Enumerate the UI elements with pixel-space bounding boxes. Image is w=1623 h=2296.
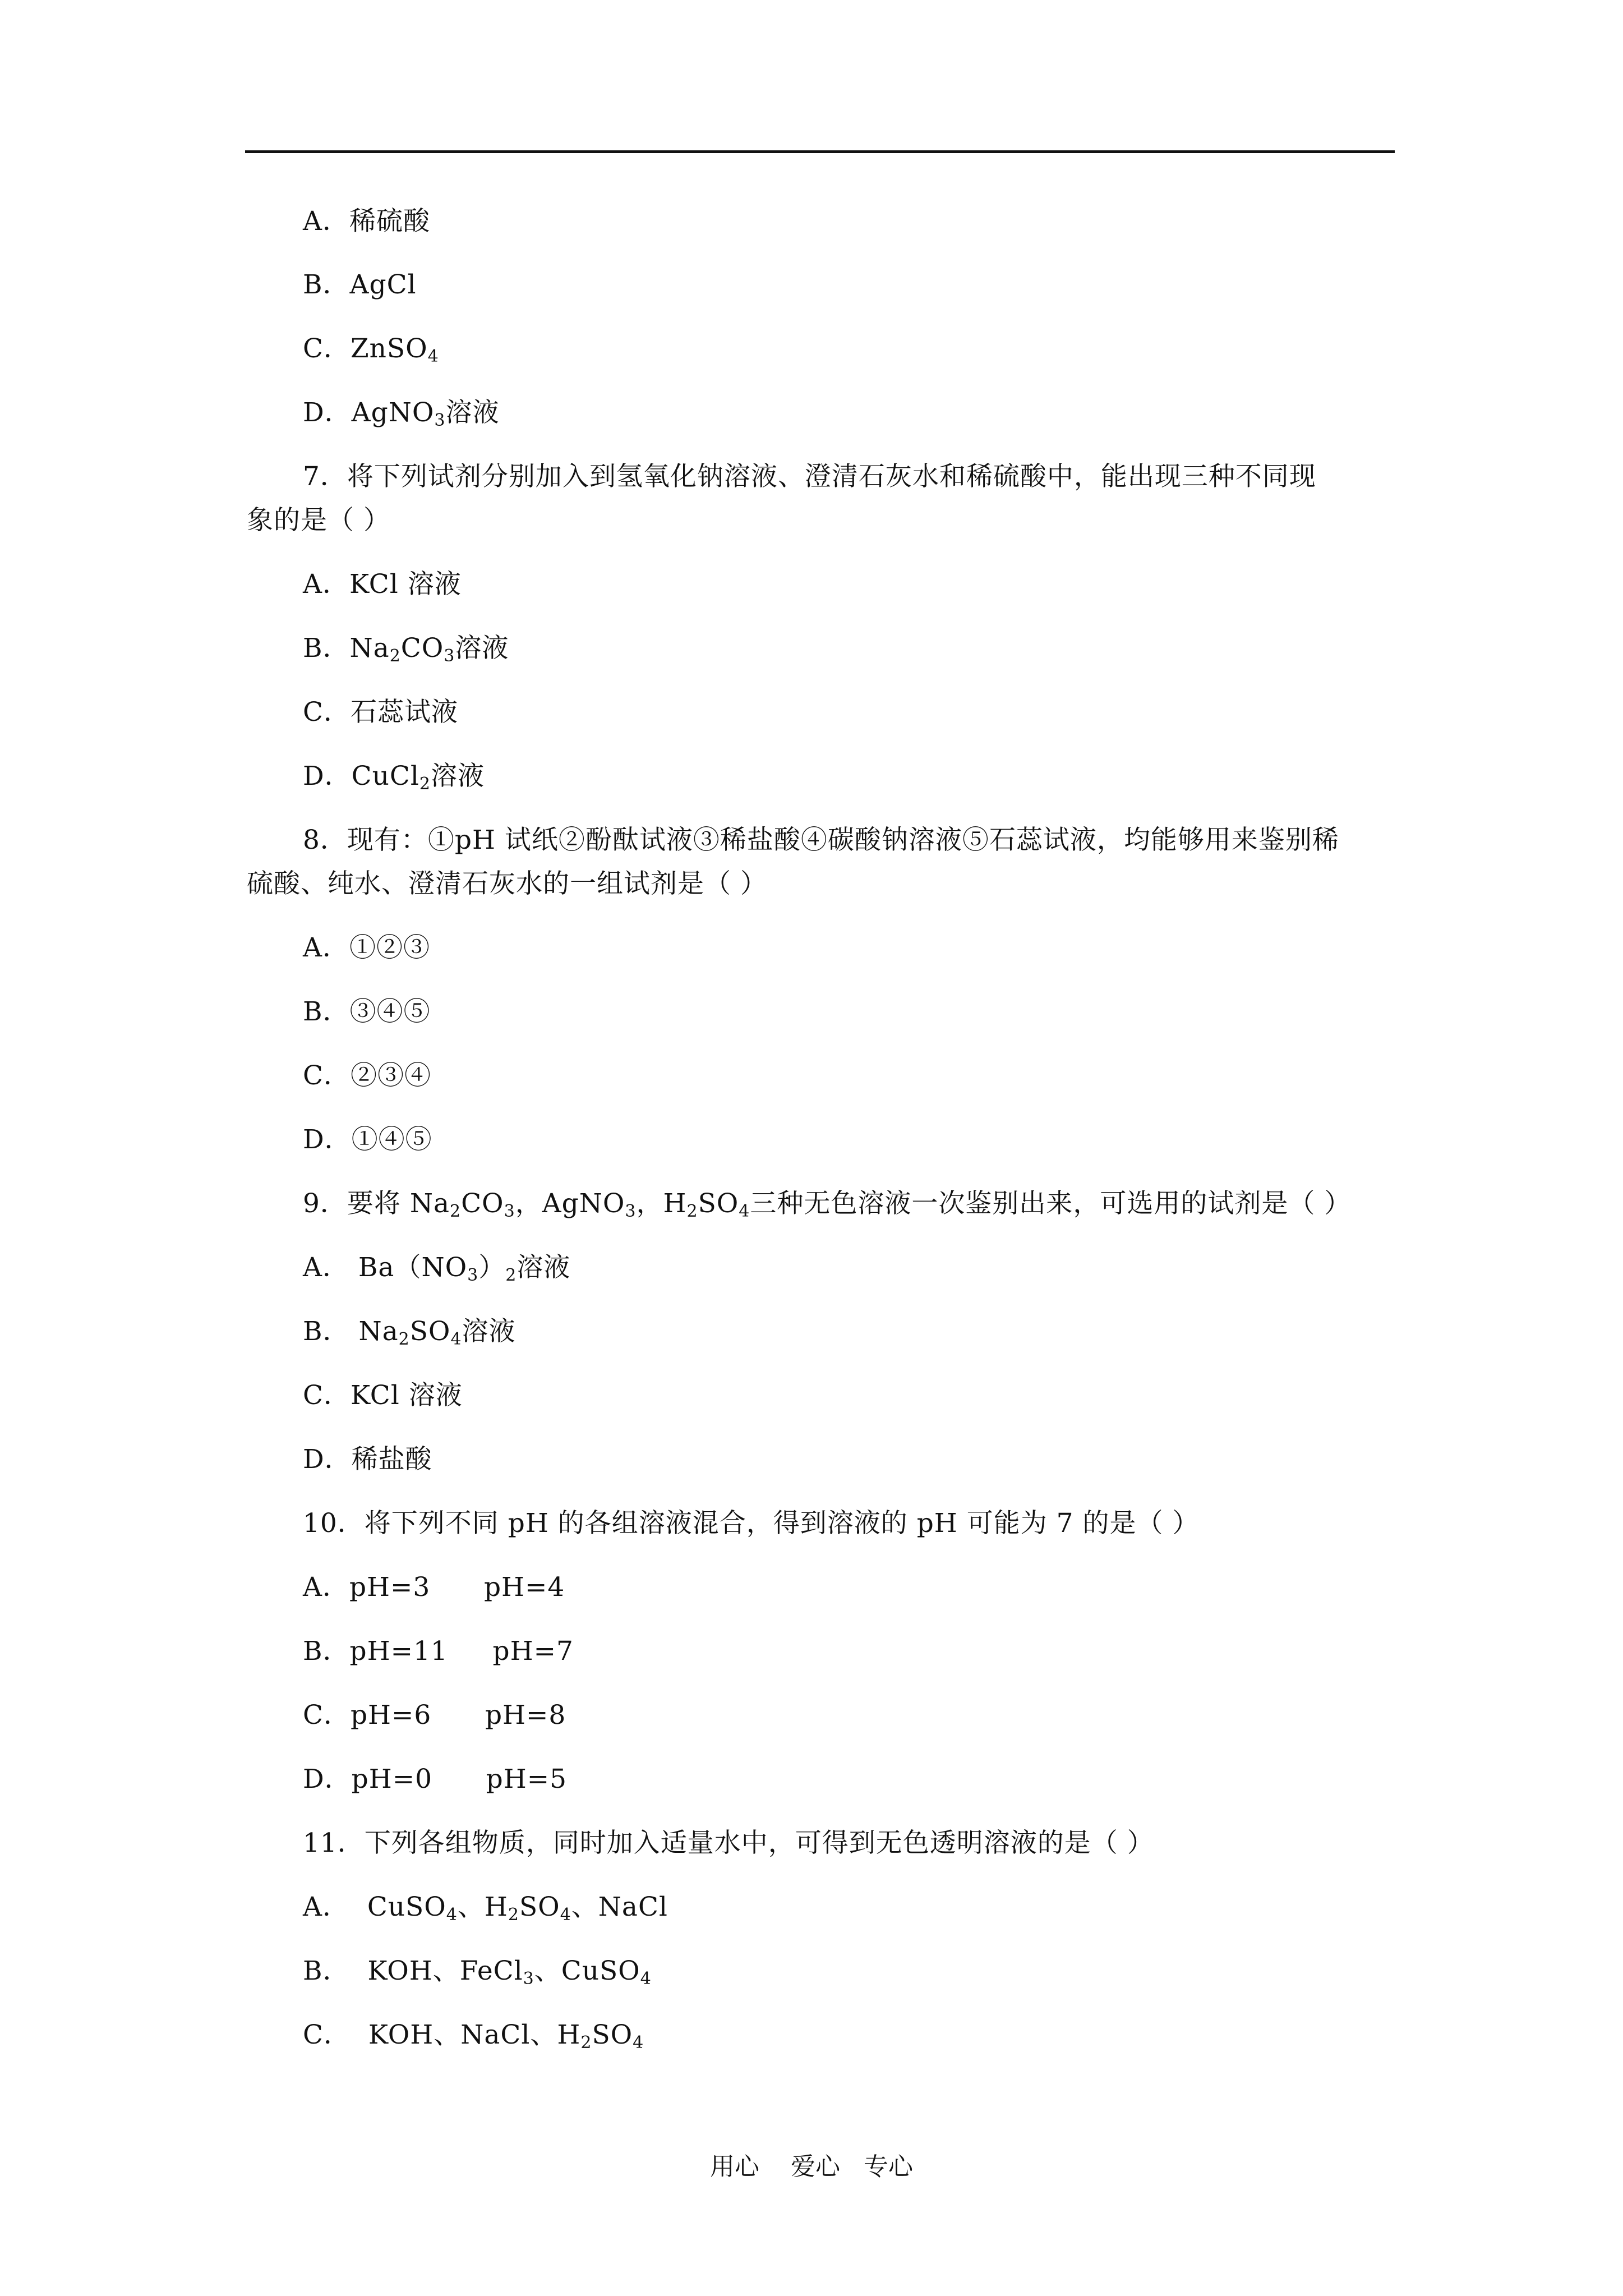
q9-stem: 9．要将 $Na_2CO_3$，AgNO$_3$，$H_2SO_4$三种无色溶液一次鉴别出来，可选用的试剂是（ ）: [303, 1188, 1352, 1221]
q10-option-d: D．pH=0 pH=5: [303, 1764, 568, 1795]
q6-option-c: C．ZnSO$_4$: [303, 333, 439, 366]
q10-stem: 10．将下列不同 pH 的各组溶液混合，得到溶液的 pH 可能为 7 的是（ ）: [303, 1508, 1200, 1539]
q7-option-a: A．KCl 溶液: [303, 569, 462, 600]
q6-option-a: A．稀硫酸: [303, 206, 430, 237]
q9-option-b: B． $Na_2SO_4$溶液: [303, 1316, 516, 1349]
q7-option-c: C．石蕊试液: [303, 697, 458, 728]
q8-option-a: A．①②③: [303, 932, 430, 963]
q9-option-d: D．稀盐酸: [303, 1444, 432, 1475]
q8-stem-line1: 8．现有：①pH 试纸②酚酞试液③稀盐酸④碳酸钠溶液⑤石蕊试液，均能够用来鉴别稀: [303, 825, 1339, 855]
q8-option-b: B．③④⑤: [303, 996, 431, 1027]
q10-option-c: C．pH=6 pH=8: [303, 1700, 566, 1731]
q8-option-d: D．①④⑤: [303, 1124, 432, 1155]
q7-option-b: B．$Na_2CO_3$溶液: [303, 633, 509, 666]
q10-option-a: A．pH=3 pH=4: [303, 1572, 565, 1603]
q6-option-b: B．AgCl: [303, 269, 417, 300]
q10-option-b: B．pH=11 pH=7: [303, 1636, 574, 1667]
q6-option-d: D．AgNO$_3$溶液: [303, 397, 500, 430]
q8-stem-line2: 硫酸、纯水、澄清石灰水的一组试剂是（ ）: [247, 868, 767, 899]
q7-stem-line1: 7．将下列试剂分别加入到氢氧化钠溶液、澄清石灰水和稀硫酸中，能出现三种不同现: [303, 461, 1316, 492]
header-rule: [245, 150, 1395, 153]
q11-option-b: B． KOH、FeCl$_3$、CuSO$_4$: [303, 1955, 652, 1989]
q9-option-c: C．KCl 溶液: [303, 1380, 463, 1411]
page-footer: 用心 爱心 专心: [710, 2152, 913, 2181]
q11-option-a: A． CuSO$_4$、$H_2SO_4$、NaCl: [303, 1892, 668, 1925]
q11-option-c: C． KOH、NaCl、$H_2SO_4$: [303, 2019, 644, 2053]
q7-option-d: D．CuCl$_2$溶液: [303, 761, 485, 794]
q8-option-c: C．②③④: [303, 1060, 431, 1091]
q7-stem-line2: 象的是（ ）: [247, 505, 390, 536]
q9-option-a: A． $Ba(NO_3)_2$溶液: [303, 1252, 571, 1285]
q11-stem: 11．下列各组物质，同时加入适量水中，可得到无色透明溶液的是（ ）: [303, 1828, 1154, 1858]
